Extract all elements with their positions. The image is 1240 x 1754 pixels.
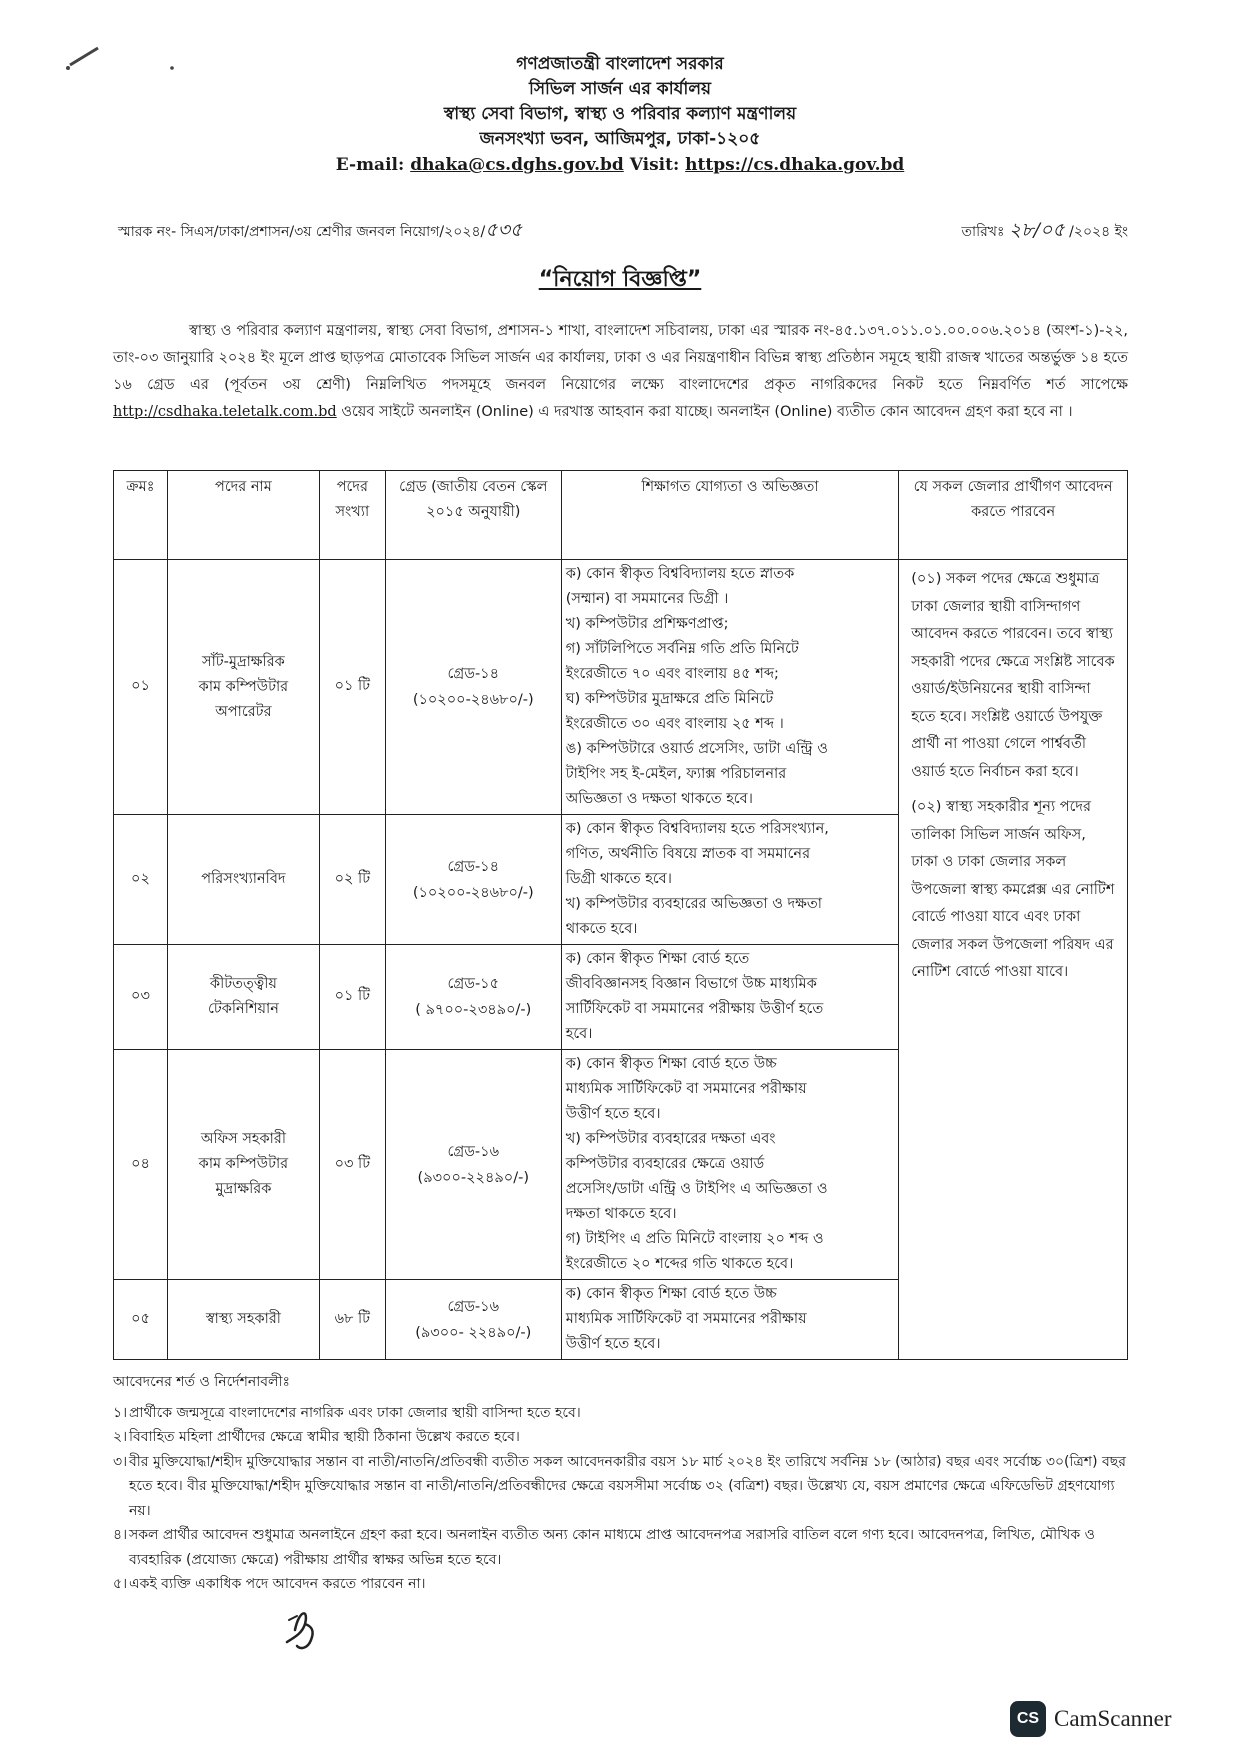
header-districts: যে সকল জেলার প্রার্থীগণ আবেদন করতে পারবেন [899, 471, 1128, 560]
cell-eligible-districts [899, 560, 1128, 1360]
ministry-name: স্বাস্থ্য সেবা বিভাগ, স্বাস্থ্য ও পরিবার কল্যাণ মন্ত্রণালয় [443, 104, 797, 124]
cell-post-count: ০৩ টি [319, 1050, 385, 1280]
cell-qualification: ক) কোন স্বীকৃত শিক্ষা বোর্ড হতে উচ্চ মাধ্যমিক সার্টিফিকেট বা সমমানের পরীক্ষায় উত্তীর্ণ হতে হবে। [561, 1280, 899, 1360]
cell-post-count: ০১ টি [319, 945, 385, 1050]
cell-serial: ০৪ [114, 1050, 168, 1280]
cell-qualification: ক) কোন স্বীকৃত বিশ্ববিদ্যালয় হতে স্নাতক (সম্মান) বা সমমানের ডিগ্রী । খ) কম্পিউটার প্রশিক্ষণপ্রাপ্ত; গ) সাঁটলিপিতে সর্বনিম্ন গতি প্রতি মিনিটে ইংরেজীতে ৭০ এবং বাংলায় ৪৫ শব্দ; ঘ) কম্পিউটার মুদ্রাক্ষরে প্রতি মিনিটে ইংরেজীতে ৩০ এবং বাংলায় ২৫ শব্দ । ঙ) কম্পিউটারে ওয়ার্ড প্রসেসিং, ডাটা এন্ট্রি ও টাইপিং সহ ই-মেইল, ফ্যাক্স পরিচালনার অভিজ্ঞতা ও দক্ষতা থাকতে হবে। [561, 560, 899, 815]
email-link[interactable]: dhaka@cs.dghs.gov.bd [410, 155, 624, 175]
districts-note-1: (০১) সকল পদের ক্ষেত্রে শুধুমাত্র ঢাকা জেলার স্থায়ী বাসিন্দাগণ আবেদন করতে পারবেন। তবে স্বাস্থ্য সহকারী পদের ক্ষেত্রে সংশ্লিষ্ট সাবেক ওয়ার্ড/ইউনিয়নের স্থায়ী বাসিন্দা হতে হবে। সংশ্লিষ্ট ওয়ার্ডে উপযুক্ত প্রার্থী না পাওয়া গেলে পার্শ্ববর্তী ওয়ার্ড হতে নির্বাচন করা হবে। [911, 571, 1115, 780]
scan-marks [60, 40, 200, 100]
memo-date: তারিখঃ ২৮/০৫ /২০২৪ ইং [961, 219, 1128, 241]
condition-item: ৩। বীর মুক্তিযোদ্ধা/শহীদ মুক্তিযোদ্ধার সন্তান বা নাতী/নাতনি/প্রতিবন্ধী ব্যতীত সকল আবেদনকারীর বয়স ১৮ মার্চ ২০২৪ ইং তারিখে সর্বনিম্ন ১৮ (আঠার) বছর এবং সর্বোচ্চ ৩০(ত্রিশ) বছর হতে হবে। বীর মুক্তিযোদ্ধা/শহীদ মুক্তিযোদ্ধার সন্তান বা নাতী/নাতনি/প্রতিবন্ধীদের ক্ষেত্রে বয়সসীমা সর্বোচ্চ ৩২ (বত্রিশ) বছর। উল্লেখ্য যে, বয়স প্রমাণের ক্ষেত্রে এফিডেভিট গ্রহণযোগ্য নয়। [113, 1453, 1126, 1519]
districts-note-2: (০২) স্বাস্থ্য সহকারীর শূন্য পদের তালিকা সিভিল সার্জন অফিস, ঢাকা ও ঢাকা জেলার সকল উপজেলা স্বাস্থ্য কমপ্লেক্স এর নোটিশ বোর্ডে পাওয়া যাবে এবং ঢাকা জেলার সকল উপজেলা পরিষদ এর নোটিশ বোর্ডে পাওয়া যাবে। [911, 799, 1115, 980]
cell-post-name: পরিসংখ্যানবিদ [167, 815, 319, 945]
cell-post-name: সাঁট-মুদ্রাক্ষরিক কাম কম্পিউটার অপারেটর [167, 560, 319, 815]
header-grade: গ্রেড (জাতীয় বেতন স্কেল ২০১৫ অনুযায়ী) [385, 471, 561, 560]
cell-grade: গ্রেড-১৫ ( ৯৭০০-২৩৪৯০/-) [385, 945, 561, 1050]
camscanner-name: CamScanner [1054, 1706, 1172, 1731]
cell-qualification: ক) কোন স্বীকৃত শিক্ষা বোর্ড হতে জীববিজ্ঞানসহ বিজ্ঞান বিভাগে উচ্চ মাধ্যমিক সার্টিফিকেট বা সমমানের পরীক্ষায় উত্তীর্ণ হতে হবে। [561, 945, 899, 1050]
header-post-name: পদের নাম [167, 471, 319, 560]
cell-grade: গ্রেড-১৪ (১০২০০-২৪৬৮০/-) [385, 560, 561, 815]
memo-row [118, 216, 1128, 242]
office-name: সিভিল সার্জন এর কার্যালয় [528, 79, 712, 99]
signature-icon [275, 1590, 345, 1660]
cell-serial: ০৩ [114, 945, 168, 1050]
notice-title: “নিয়োগ বিজ্ঞপ্তি” [538, 267, 702, 292]
cell-serial: ০২ [114, 815, 168, 945]
table-row [114, 560, 1128, 815]
contact-line: E-mail: dhaka@cs.dghs.gov.bd Visit: https://cs.dhaka.gov.bd [335, 155, 905, 175]
intro-paragraph: স্বাস্থ্য ও পরিবার কল্যাণ মন্ত্রণালয়, স্বাস্থ্য সেবা বিভাগ, প্রশাসন-১ শাখা, বাংলাদেশ সচিবালয়, ঢাকা এর স্মারক নং-৪৫.১৩৭.০১১.০১.০০.০০৬.২০১৪ (অংশ-১)-২২, তাং-০৩ জানুয়ারি ২০২৪ ইং মূলে প্রাপ্ত ছাড়পত্র মোতাবেক সিভিল সার্জন এর কার্যালয়, ঢাকা ও এর নিয়ন্ত্রণাধীন বিভিন্ন স্বাস্থ্য প্রতিষ্ঠান সমূহে স্থায়ী রাজস্ব খাতের অন্তর্ভুক্ত ১৪ হতে ১৬ গ্রেড এর (পূর্বতন ৩য় শ্রেণী) নিম্নলিখিত পদসমূহে জনবল নিয়োগের লক্ষ্যে বাংলাদেশের প্রকৃত নাগরিকদের নিকট হতে নিম্নবর্ণিত শর্ত সাপেক্ষে http://csdhaka.teletalk.com.bd ওয়েব সাইটে অনলাইন (Online) এ দরখাস্ত আহবান করা যাচ্ছে। অনলাইন (Online) ব্যতীত কোন আবেদন গ্রহণ করা হবে না । [113, 323, 1128, 420]
cell-serial: ০১ [114, 560, 168, 815]
office-address: জনসংখ্যা ভবন, আজিমপুর, ঢাকা-১২০৫ [479, 129, 761, 149]
cell-grade: গ্রেড-১৪ (১০২০০-২৪৬৮০/-) [385, 815, 561, 945]
memo-number-handwritten: ৫৩৫ [485, 219, 523, 241]
cell-qualification: ক) কোন স্বীকৃত শিক্ষা বোর্ড হতে উচ্চ মাধ্যমিক সার্টিফিকেট বা সমমানের পরীক্ষায় উত্তীর্ণ হতে হবে। খ) কম্পিউটার ব্যবহারের দক্ষতা এবং কম্পিউটার ব্যবহারের ক্ষেত্রে ওয়ার্ড প্রসেসিং/ডাটা এন্ট্রি ও টাইপিং এ অভিজ্ঞতা ও দক্ষতা থাকতে হবে। গ) টাইপিং এ প্রতি মিনিটে বাংলায় ২০ শব্দ ও ইংরেজীতে ২০ শব্দের গতি থাকতে হবে। [561, 1050, 899, 1280]
header-post-count: পদের সংখ্যা [319, 471, 385, 560]
cell-post-count: ০২ টি [319, 815, 385, 945]
cell-post-count: ০১ টি [319, 560, 385, 815]
cell-post-name: স্বাস্থ্য সহকারী [167, 1280, 319, 1360]
application-website-link[interactable]: http://csdhaka.teletalk.com.bd [113, 404, 337, 420]
memo-reference: স্মারক নং- সিএস/ঢাকা/প্রশাসন/৩য় শ্রেণীর জনবল নিয়োগ/২০২৪/৫৩৫ [118, 219, 523, 241]
header-qualification: শিক্ষাগত যোগ্যতা ও অভিজ্ঞতা [561, 471, 899, 560]
condition-item: ৫। একই ব্যক্তি একাধিক পদে আবেদন করতে পারবেন না। [113, 1576, 426, 1592]
cell-grade: গ্রেড-১৬ (৯৩০০-২২৪৯০/-) [385, 1050, 561, 1280]
condition-item: ৪। সকল প্রার্থীর আবেদন শুধুমাত্র অনলাইনে গ্রহণ করা হবে। অনলাইন ব্যতীত অন্য কোন মাধ্যমে প্রাপ্ত আবেদনপত্র সরাসরি বাতিল বলে গণ্য হবে। আবেদনপত্র, লিখিত, মৌখিক ও ব্যবহারিক (প্রযোজ্য ক্ষেত্রে) পরীক্ষায় প্রার্থীর স্বাক্ষর অভিন্ন হতে হবে। [113, 1527, 1095, 1568]
camscanner-watermark [1010, 1698, 1172, 1740]
letterhead [240, 52, 1000, 178]
application-conditions [113, 1370, 1133, 1597]
cell-qualification: ক) কোন স্বীকৃত বিশ্ববিদ্যালয় হতে পরিসংখ্যান, গণিত, অর্থনীতি বিষয়ে স্নাতক বা সমমানের ডিগ্রী থাকতে হবে। খ) কম্পিউটার ব্যবহারের অভিজ্ঞতা ও দক্ষতা থাকতে হবে। [561, 815, 899, 945]
cell-post-name: কীটতত্ত্বীয় টেকনিশিয়ান [167, 945, 319, 1050]
conditions-heading: আবেদনের শর্ত ও নির্দেশনাবলীঃ [113, 1374, 290, 1390]
government-name: গণপ্রজাতন্ত্রী বাংলাদেশ সরকার [516, 54, 724, 74]
cell-post-count: ৬৮ টি [319, 1280, 385, 1360]
cell-post-name: অফিস সহকারী কাম কম্পিউটার মুদ্রাক্ষরিক [167, 1050, 319, 1280]
header-serial: ক্রমঃ [114, 471, 168, 560]
posts-table [113, 470, 1128, 1360]
website-link[interactable]: https://cs.dhaka.gov.bd [685, 155, 905, 175]
condition-item: ১। প্রার্থীকে জন্মসূত্রে বাংলাদেশের নাগরিক এবং ঢাকা জেলার স্থায়ী বাসিন্দা হতে হবে। [113, 1404, 581, 1421]
date-handwritten: ২৮/০৫ [1008, 219, 1065, 241]
condition-item: ২। বিবাহিত মহিলা প্রার্থীদের ক্ষেত্রে স্বামীর স্থায়ী ঠিকানা উল্লেখ করতে হবে। [113, 1429, 520, 1445]
camscanner-logo-icon: CS [1010, 1701, 1046, 1737]
cell-grade: গ্রেড-১৬ (৯৩০০- ২২৪৯০/-) [385, 1280, 561, 1360]
cell-serial: ০৫ [114, 1280, 168, 1360]
table-header-row [114, 471, 1128, 560]
